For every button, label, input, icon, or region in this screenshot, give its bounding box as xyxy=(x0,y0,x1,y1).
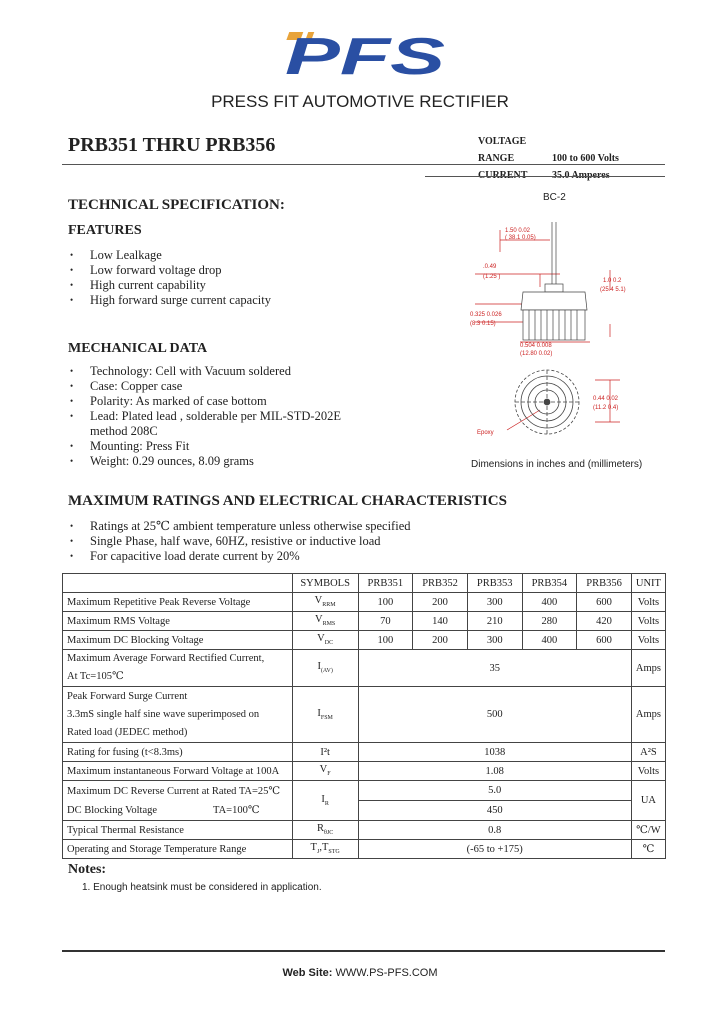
ratings-heading: MAXIMUM RATINGS AND ELECTRICAL CHARACTERISTICS xyxy=(68,493,507,509)
part-number-title: PRB351 THRU PRB356 xyxy=(68,134,276,156)
spec-divider xyxy=(425,176,665,177)
unit: Volts xyxy=(631,762,665,781)
unit: Volts xyxy=(631,612,665,631)
dim-knurl: 0.44 0.02 xyxy=(593,396,619,402)
dimension-caption: Dimensions in inches and (millimeters) xyxy=(471,459,643,470)
table-header-cell: PRB356 xyxy=(577,574,632,593)
epoxy-label: Epoxy xyxy=(477,430,494,436)
dim-case-height-mm: (8.3 0.15) xyxy=(470,321,496,327)
param-label: Maximum DC Reverse Current at Rated TA=25℃ DC Blocking Voltage TA=100℃ xyxy=(63,781,293,821)
footer-website xyxy=(0,967,720,979)
feature-item: • Low forward voltage drop xyxy=(70,263,271,278)
value: 500 xyxy=(358,687,631,743)
dim-overall: 1.0 0.2 xyxy=(603,278,622,284)
mechanical-list xyxy=(70,364,341,469)
table-row xyxy=(63,650,666,687)
table-row xyxy=(63,593,666,612)
website-url[interactable]: WWW.PS-PFS.COM xyxy=(335,967,438,979)
dim-lead-dia: .0.49 xyxy=(483,264,497,270)
table-row xyxy=(63,781,666,821)
value: 300 xyxy=(467,593,522,612)
param-label: Maximum Average Forward Rectified Current, At Tc=105℃ xyxy=(63,650,293,687)
mechanical-item: • Lead: Plated lead , solderable per MIL-STD-202E xyxy=(70,409,341,424)
param-label: Maximum RMS Voltage xyxy=(63,612,293,631)
value: 70 xyxy=(358,612,413,631)
dim-case-height: 0.325 0.026 xyxy=(470,312,502,318)
dim-overall-mm: (25.4 5.1) xyxy=(600,287,626,293)
symbol: $I_{(AV)}$ xyxy=(292,650,358,687)
website-label: Web Site: xyxy=(282,967,333,979)
symbol: $V_{DC}$ xyxy=(292,631,358,650)
value: 5.0 450 xyxy=(358,781,631,821)
ratings-table xyxy=(62,573,666,859)
footer-divider xyxy=(62,950,665,952)
table-header-cell: PRB352 xyxy=(413,574,468,593)
mechanical-item: • Mounting: Press Fit xyxy=(70,439,341,454)
unit: Volts xyxy=(631,593,665,612)
table-row xyxy=(63,762,666,781)
value: 400 xyxy=(522,631,577,650)
value: 300 xyxy=(467,631,522,650)
symbol: $R_{\theta JC}$ xyxy=(292,821,358,840)
mechanical-item: • Weight: 0.29 ounces, 8.09 grams xyxy=(70,454,341,469)
table-row xyxy=(63,687,666,743)
table-row xyxy=(63,840,666,859)
param-label: Maximum instantaneous Forward Voltage at 100A xyxy=(63,762,293,781)
notes-section xyxy=(68,862,322,893)
table-header-cell xyxy=(63,574,293,593)
symbol: $V_{RRM}$ xyxy=(292,593,358,612)
feature-item: • High forward surge current capacity xyxy=(70,293,271,308)
symbol: $I_{FSM}$ xyxy=(292,687,358,743)
notes-heading: Notes: xyxy=(68,862,107,877)
features-list xyxy=(70,248,271,308)
value: 100 xyxy=(358,593,413,612)
table-header-cell: UNIT xyxy=(631,574,665,593)
unit: Volts xyxy=(631,631,665,650)
dim-knurl-mm: (11.2 0.4) xyxy=(593,405,619,411)
param-label: Operating and Storage Temperature Range xyxy=(63,840,293,859)
table-header-row xyxy=(63,574,666,593)
param-label: Maximum Repetitive Peak Reverse Voltage xyxy=(63,593,293,612)
feature-item: • Low Lealkage xyxy=(70,248,271,263)
symbol: $T_J,T_{STG}$ xyxy=(292,840,358,859)
value: 1038 xyxy=(358,743,631,762)
unit: UA xyxy=(631,781,665,821)
table-row xyxy=(63,631,666,650)
voltage-range-label: VOLTAGE RANGE xyxy=(478,136,527,164)
value: 280 xyxy=(522,612,577,631)
dim-case-dia-mm: (12.80 0.02) xyxy=(520,351,553,357)
value: 210 xyxy=(467,612,522,631)
mechanical-heading: MECHANICAL DATA xyxy=(68,341,208,356)
value: 600 xyxy=(577,631,632,650)
dim-lead-dia-mm: (1.25 ) xyxy=(483,274,501,280)
param-label: Rating for fusing (t<8.3ms) xyxy=(63,743,293,762)
table-header-cell: PRB351 xyxy=(358,574,413,593)
conditions-list xyxy=(70,519,411,564)
condition-item: • Single Phase, half wave, 60HZ, resistive or inductive load xyxy=(70,534,411,549)
value: 0.8 xyxy=(358,821,631,840)
note-item: 1. Enough heatsink must be considered in application. xyxy=(82,882,322,893)
table-header-cell: SYMBOLS xyxy=(292,574,358,593)
param-label: Maximum DC Blocking Voltage xyxy=(63,631,293,650)
pfs-logo xyxy=(285,30,455,80)
table-header-cell: PRB354 xyxy=(522,574,577,593)
unit: Amps xyxy=(631,687,665,743)
package-label: BC-2 xyxy=(543,192,566,203)
document-title: PRESS FIT AUTOMOTIVE RECTIFIER xyxy=(211,92,509,111)
symbol: $I_R$ xyxy=(292,781,358,821)
table-row xyxy=(63,612,666,631)
mechanical-item: • Technology: Cell with Vacuum soldered xyxy=(70,364,341,379)
mechanical-item: method 208C xyxy=(90,424,158,438)
logo-text: PFS xyxy=(285,30,446,80)
feature-item: • High current capability xyxy=(70,278,271,293)
table-row xyxy=(63,821,666,840)
unit: Amps xyxy=(631,650,665,687)
value: 35 xyxy=(358,650,631,687)
condition-item: • For capacitive load derate current by 20% xyxy=(70,549,411,564)
dim-lead-length: 1.50 0.02 xyxy=(505,228,531,234)
dim-case-dia: 0.504 0.008 xyxy=(520,343,552,349)
unit: ℃/W xyxy=(631,821,665,840)
value: (-65 to +175) xyxy=(358,840,631,859)
unit: ℃ xyxy=(631,840,665,859)
unit: A²S xyxy=(631,743,665,762)
symbol: I²t xyxy=(292,743,358,762)
package-bottom-view xyxy=(515,370,579,434)
dim-lead-length-mm: ( 38.1 0.05) xyxy=(505,235,536,241)
param-label: Peak Forward Surge Current 3.3mS single half sine wave superimposed on Rated load (JEDEC method) xyxy=(63,687,293,743)
param-label: Typical Thermal Resistance xyxy=(63,821,293,840)
value: 400 xyxy=(522,593,577,612)
value: 600 xyxy=(577,593,632,612)
condition-item: • Ratings at 25℃ ambient temperature unless otherwise specified xyxy=(70,519,411,534)
mechanical-item: • Case: Copper case xyxy=(70,379,341,394)
table-row xyxy=(63,743,666,762)
value: 140 xyxy=(413,612,468,631)
tech-spec-heading: TECHNICAL SPECIFICATION: xyxy=(68,197,285,213)
package-drawing xyxy=(465,212,645,442)
value: 1.08 xyxy=(358,762,631,781)
value: 200 xyxy=(413,593,468,612)
symbol: $V_F$ xyxy=(292,762,358,781)
symbol: $V_{RMS}$ xyxy=(292,612,358,631)
table-header-cell: PRB353 xyxy=(467,574,522,593)
value: 420 xyxy=(577,612,632,631)
voltage-range-value: 100 to 600 Volts xyxy=(552,153,619,164)
mechanical-item: • Polarity: As marked of case bottom xyxy=(70,394,341,409)
top-divider xyxy=(62,164,665,165)
features-heading: FEATURES xyxy=(68,223,142,238)
value: 200 xyxy=(413,631,468,650)
value: 100 xyxy=(358,631,413,650)
